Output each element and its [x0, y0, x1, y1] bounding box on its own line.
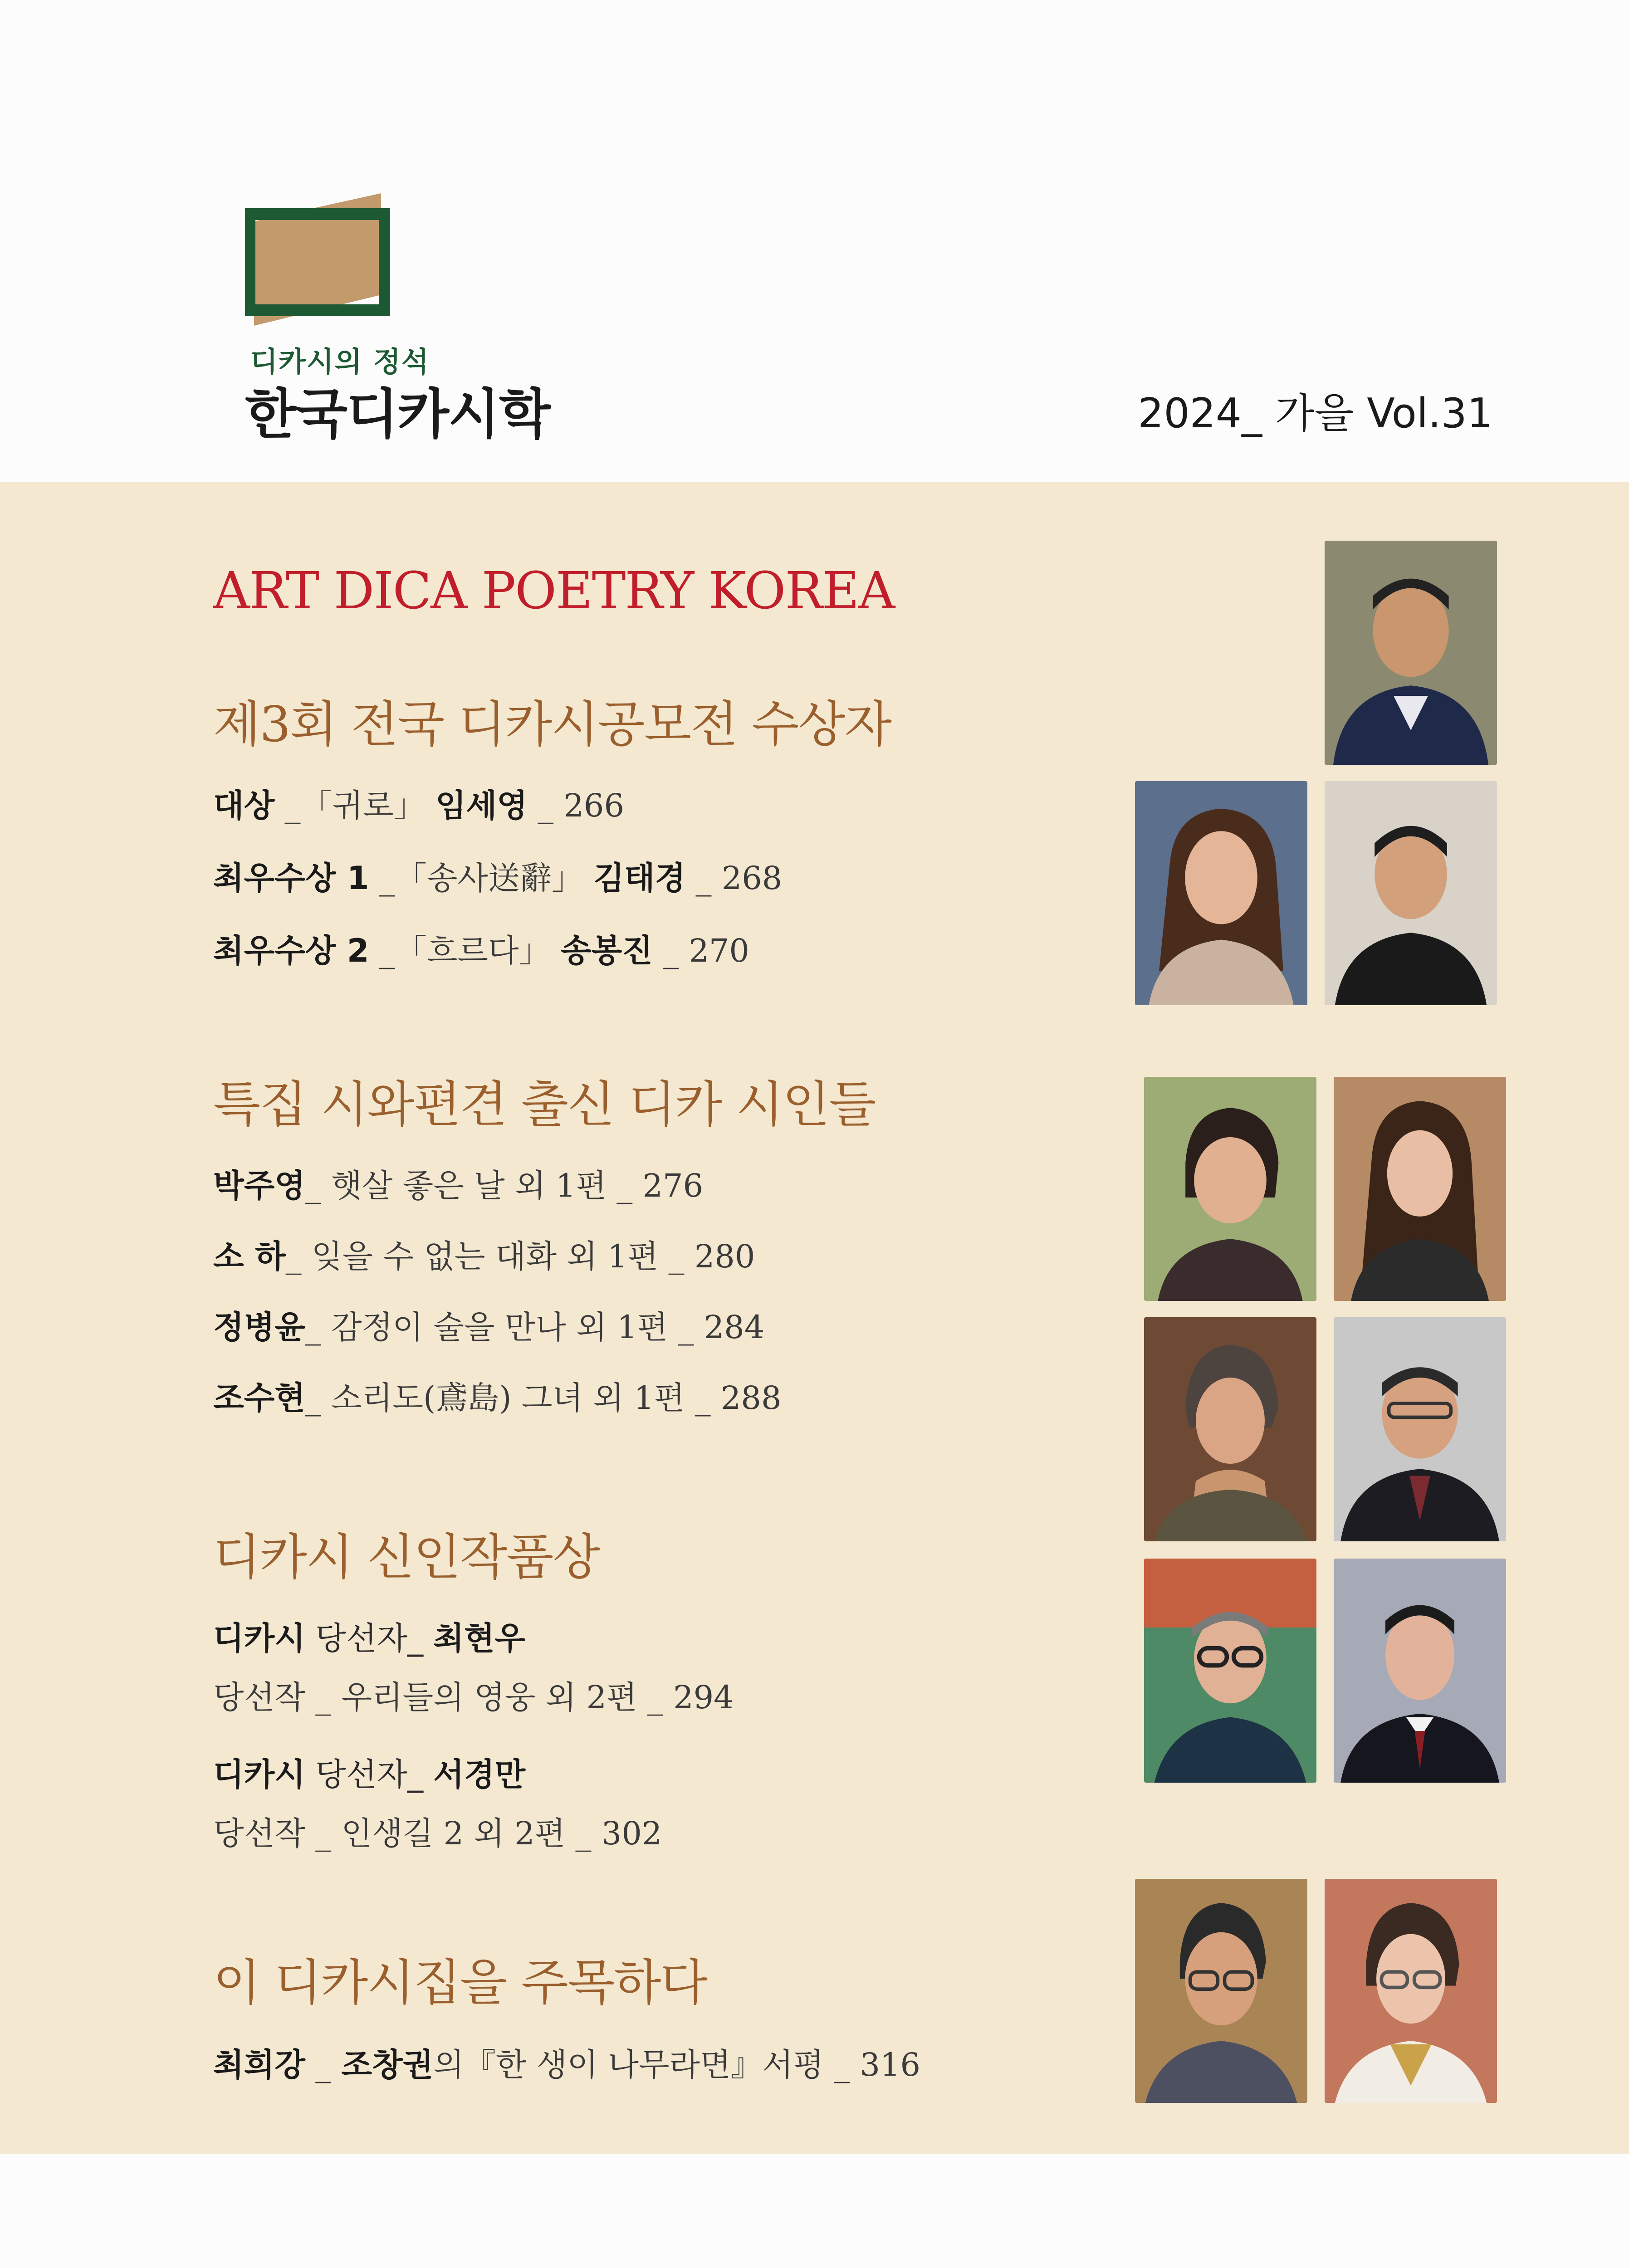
winner-label: 당선자_	[305, 1756, 423, 1793]
portrait-photo	[1144, 1559, 1316, 1783]
page-header	[0, 0, 1629, 482]
award-label: 최우수상 2	[213, 932, 369, 969]
portrait-photo	[1325, 1879, 1497, 2103]
portrait-photo	[1144, 1317, 1316, 1541]
author-name: 임세영	[435, 787, 528, 824]
winner-label-row	[213, 1749, 525, 1795]
author-name: 박주영	[213, 1167, 305, 1204]
page-number: _ 270	[652, 932, 749, 969]
winner-label-row	[213, 1613, 525, 1659]
work-entry: _ 햇살 좋은 날 외 1편 _ 276	[305, 1167, 704, 1204]
portrait-photo	[1135, 1879, 1307, 2103]
reviewer-name: 최희강	[213, 2046, 305, 2083]
contents-row[interactable]	[213, 1302, 764, 1348]
section-title-special-feature: 특집 시와편견 출신 디카 시인들	[213, 1076, 876, 1133]
winner-name: 서경만	[433, 1756, 526, 1793]
author-name: 조창권	[341, 2046, 434, 2083]
portrait-photo	[1334, 1559, 1506, 1783]
portrait-photo	[1135, 781, 1307, 1005]
section-title-contest-winners: 제3회 전국 디카시공모전 수상자	[213, 696, 891, 753]
contents-row[interactable]	[213, 1373, 781, 1418]
author-name: 조수현	[213, 1379, 305, 1417]
logo-title: 한국디카시학	[245, 383, 550, 445]
portrait-photo	[1334, 1077, 1506, 1301]
work-title: _「흐르다」	[369, 932, 551, 969]
contents-row[interactable]	[213, 925, 749, 971]
contents-row[interactable]	[213, 1231, 755, 1277]
author-name: 정병윤	[213, 1309, 305, 1346]
work-title: _「귀로」	[274, 787, 426, 824]
award-label: 최우수상 1	[213, 860, 369, 897]
contents-row[interactable]	[213, 1160, 703, 1206]
winning-work: 당선작 _ 우리들의 영웅 외 2편 _ 294	[213, 1679, 734, 1716]
page-number: _ 268	[685, 860, 783, 897]
logo-subtitle: 디카시의 정석	[250, 345, 430, 378]
category-label: 디카시	[213, 1620, 305, 1657]
winner-label: 당선자_	[305, 1620, 423, 1657]
section-title-featured-collection: 이 디카시집을 주목하다	[213, 1955, 707, 2011]
work-entry: _ 잊을 수 없는 대화 외 1편 _ 280	[285, 1238, 755, 1275]
separator: _	[305, 2046, 342, 2083]
portrait-photo	[1325, 781, 1497, 1005]
contents-row[interactable]	[213, 780, 624, 826]
work-entry: _ 소리도(鳶島) 그녀 외 1편 _ 288	[305, 1379, 782, 1417]
portrait-photo	[1334, 1317, 1506, 1541]
work-title: _「송사送辭」	[369, 860, 584, 897]
contents-row[interactable]	[213, 1672, 734, 1718]
winning-work: 당선작 _ 인생길 2 외 2편 _ 302	[213, 1815, 662, 1852]
page-number: _ 266	[527, 787, 625, 824]
author-name: 김태경	[593, 860, 686, 897]
review-entry: 의『한 생이 나무라면』서평 _ 316	[433, 2046, 921, 2083]
logo-frame-icon	[245, 191, 390, 331]
contents-row[interactable]	[213, 853, 782, 899]
winner-name: 최현우	[433, 1620, 526, 1657]
category-label: 디카시	[213, 1756, 305, 1793]
portrait-photo	[1144, 1077, 1316, 1301]
portrait-photo	[1325, 541, 1497, 765]
english-title: ART DICA POETRY KOREA	[213, 562, 895, 621]
contents-row[interactable]	[213, 2039, 920, 2085]
section-title-new-writer-award: 디카시 신인작품상	[213, 1529, 599, 1586]
work-entry: _ 감정이 술을 만나 외 1편 _ 284	[305, 1309, 765, 1346]
author-name: 소 하	[213, 1238, 286, 1275]
award-label: 대상	[213, 787, 275, 824]
issue-label: 2024_ 가을 Vol.31	[1138, 390, 1493, 437]
contents-row[interactable]	[213, 1808, 662, 1854]
author-name: 송봉진	[560, 932, 653, 969]
